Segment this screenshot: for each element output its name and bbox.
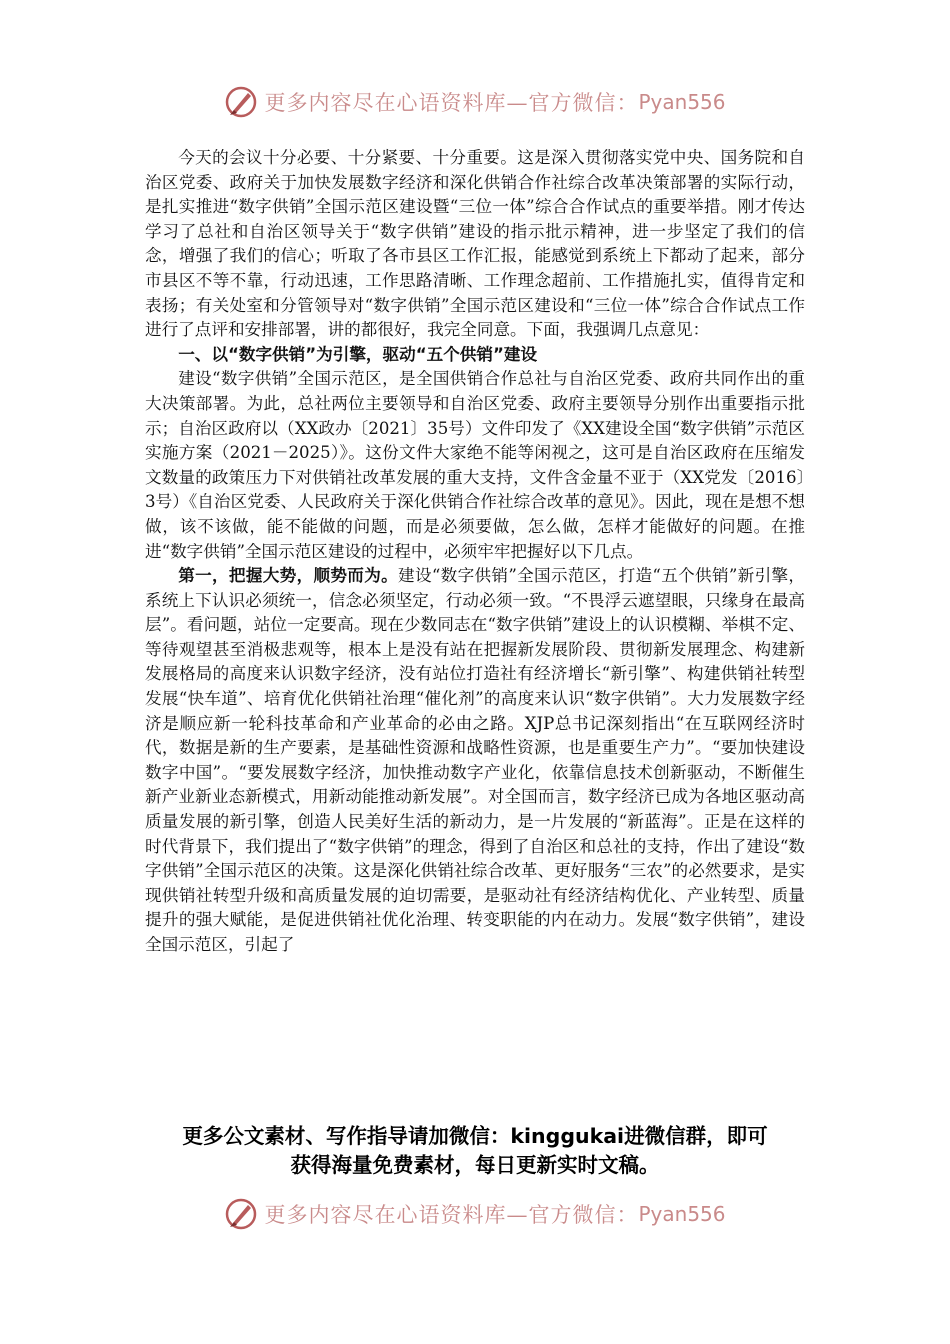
banner-text: 更多内容尽在心语资料库—官方微信：	[264, 1203, 639, 1227]
point-1-lead: 第一，把握大势，顺势而为。	[178, 566, 399, 586]
paragraph-point-1	[145, 564, 805, 958]
banner-text: 更多内容尽在心语资料库—官方微信：	[264, 91, 639, 115]
section-heading-1: 一、以“数字供销”为引擎，驱动“五个供销”建设	[178, 344, 538, 364]
promo-line-2: 获得海量免费素材，每日更新实时文稿。	[290, 1153, 660, 1177]
promo-line-1: 更多公文素材、写作指导请加微信：kinggukai进微信群，即可	[182, 1124, 768, 1148]
paragraph-section-1: 建设“数字供销”全国示范区，是全国供销合作总社与自治区党委、政府共同作出的重大决策部署。为此，总社两位主要领导和自治区党委、政府主要领导分别作出重要指示批示；自治区政府以（XX政办〔2021〕35号）文件印发了《XX建设全国“数字供销”示范区实施方案（2021－2025）》。这份文件大家绝不能等闲视之，这可是自治区政府在压缩发文数量的政策压力下对供销社改革发展的重大支持，文件含金量不亚于（XX党发〔2016〕3号）《自治区党委、人民政府关于深化供销合作社综合改革的意见》。因此，现在是想不想做，该不该做，能不能做的问题，而是必须要做，怎么做，怎样才能做好的问题。在推进“数字供销”全国示范区建设的过程中，必须牢牢把握好以下几点。	[145, 369, 805, 561]
banner-wechat-id: Pyan556	[638, 90, 726, 114]
point-1-text: 建设“数字供销”全国示范区，打造“五个供销”新引擎，系统上下认识必须统一，信念必须坚定，行动必须一致。“不畏浮云遮望眼，只缘身在最高层”。看问题，站位一定要高。现在少数同志在“数字供销”建设上的认识模糊、举棋不定、等待观望甚至消极悲观等，根本上是没有站在把握新发展阶段、贯彻新发展理念、构建新发展格局的高度来认识数字经济，没有站位打造社有经济增长“新引擎”、构建供销社转型发展“快车道”、培育优化供销社治理“催化剂”的高度来认识“数字供销”。大力发展数字经济是顺应新一轮科技革命和产业革命的必由之路。XJP总书记深刻指出“在互联网经济时代，数据是新的生产要素，是基础性资源和战略性资源，也是重要生产力”。“要加快建设数字中国”。“要发展数字经济，加快推动数字产业化，依靠信息技术创新驱动，不断催生新产业新业态新模式，用新动能推动新发展”。对全国而言，数字经济已成为各地区驱动高质量发展的新引擎，创造人民美好生活的新动力，是一片发展的“新蓝海”。正是在这样的时代背景下，我们提出了“数字供销”的理念，得到了自治区和总社的支持，作出了建设“数字供销”全国示范区的决策。这是深化供销社综合改革、更好服务“三农”的必然要求，是实现供销社转型升级和高质量发展的迫切需要，是驱动社有经济结构优化、产业转型、质量提升的强大赋能，是促进供销社优化治理、转变职能的内在动力。发展“数字供销”，建设全国示范区，引起了	[145, 566, 805, 954]
header-banner	[0, 82, 950, 122]
paragraph-intro: 今天的会议十分必要、十分紧要、十分重要。这是深入贯彻落实党中央、国务院和自治区党委、政府关于加快发展数字经济和深化供销合作社综合改革决策部署的实际行动，是扎实推进“数字供销”全国示范区建设暨“三位一体”综合合作试点的重要举措。刚才传达学习了总社和自治区领导关于“数字供销”建设的指示批示精神，进一步坚定了我们的信念，增强了我们的信心；听取了各市县区工作汇报，能感觉到系统上下都动了起来，部分市县区不等不靠，行动迅速，工作思路清晰、工作理念超前、工作措施扎实，值得肯定和表扬；有关处室和分管领导对“数字供销”全国示范区建设和“三位一体”综合合作试点工作进行了点评和安排部署，讲的都很好，我完全同意。下面，我强调几点意见：	[145, 148, 805, 340]
document-body	[145, 146, 805, 958]
pen-circle-logo-icon	[224, 85, 258, 119]
footer-banner	[0, 1194, 950, 1234]
pen-circle-logo-icon	[224, 1197, 258, 1231]
banner-wechat-id: Pyan556	[638, 1202, 726, 1226]
promo-notice	[135, 1122, 815, 1180]
